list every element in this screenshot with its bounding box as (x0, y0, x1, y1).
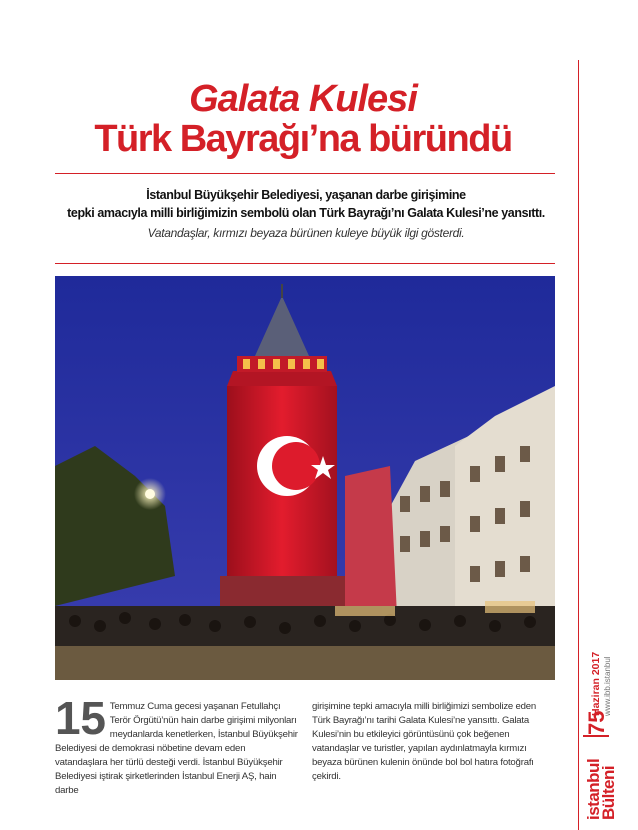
lead-subline: Vatandaşlar, kırmızı beyaza bürünen kuleye büyük ilgi gösterdi. (147, 226, 465, 240)
page-number-divider (583, 735, 609, 737)
headline-line2: Türk Bayrağı’na büründü (94, 118, 512, 160)
brand-logo (586, 759, 616, 820)
bottom-divider (55, 263, 555, 264)
headline-line1: Galata Kulesi (189, 78, 417, 120)
lead-line1: İstanbul Büyükşehir Belediyesi, yaşanan darbe girişimine (146, 188, 466, 202)
body-column-1 (55, 692, 298, 798)
issue-date: Haziran 2017 (590, 651, 602, 716)
body-column-2: girişimine tepki amacıyla milli birliğimizi sembolize eden Türk Bayrağı’nı tarihi Galata Kulesi’ne yansıttı. Galata Kulesi’nin bu etkileyici görüntüsünü çok beğenen vatandaşlar ve turistler, yapılan aydınlatmayla kırmızı beyaza bürünen kulenin önünde bol bol hatıra fotoğrafı çekirdi. (312, 701, 537, 782)
dropcap-number: 15 (55, 692, 106, 744)
brand-line1: istanbul (584, 758, 603, 820)
galata-tower-photo (55, 276, 555, 680)
photo-illustration (55, 276, 555, 680)
sidebar-rule (578, 60, 579, 830)
lead-line2: tepki amacıyla milli birliğimizin sembolü olan Türk Bayrağı’nı Galata Kulesi’ne yansıttı. (67, 206, 545, 220)
brand-line2: Bülteni (599, 765, 618, 820)
top-divider (55, 173, 555, 174)
website-url: www.ibb.istanbul (603, 656, 612, 716)
lead-paragraph (40, 186, 572, 222)
body-text-col1: Temmuz Cuma gecesi yaşanan Fetullahçı Terör Örgütü’nün hain darbe girişimi milyonları meydanlarda kenetlerken, İstanbul Büyükşehir Belediyesi de demokrasi nöbetine devam eden vatandaşlara her türlü desteği verdi. İstanbul Büyükşehir Belediyesi iştirak şirketlerinden İstanbul Enerji AŞ, hain darbe (55, 701, 298, 796)
page-number: 75 (584, 710, 609, 735)
